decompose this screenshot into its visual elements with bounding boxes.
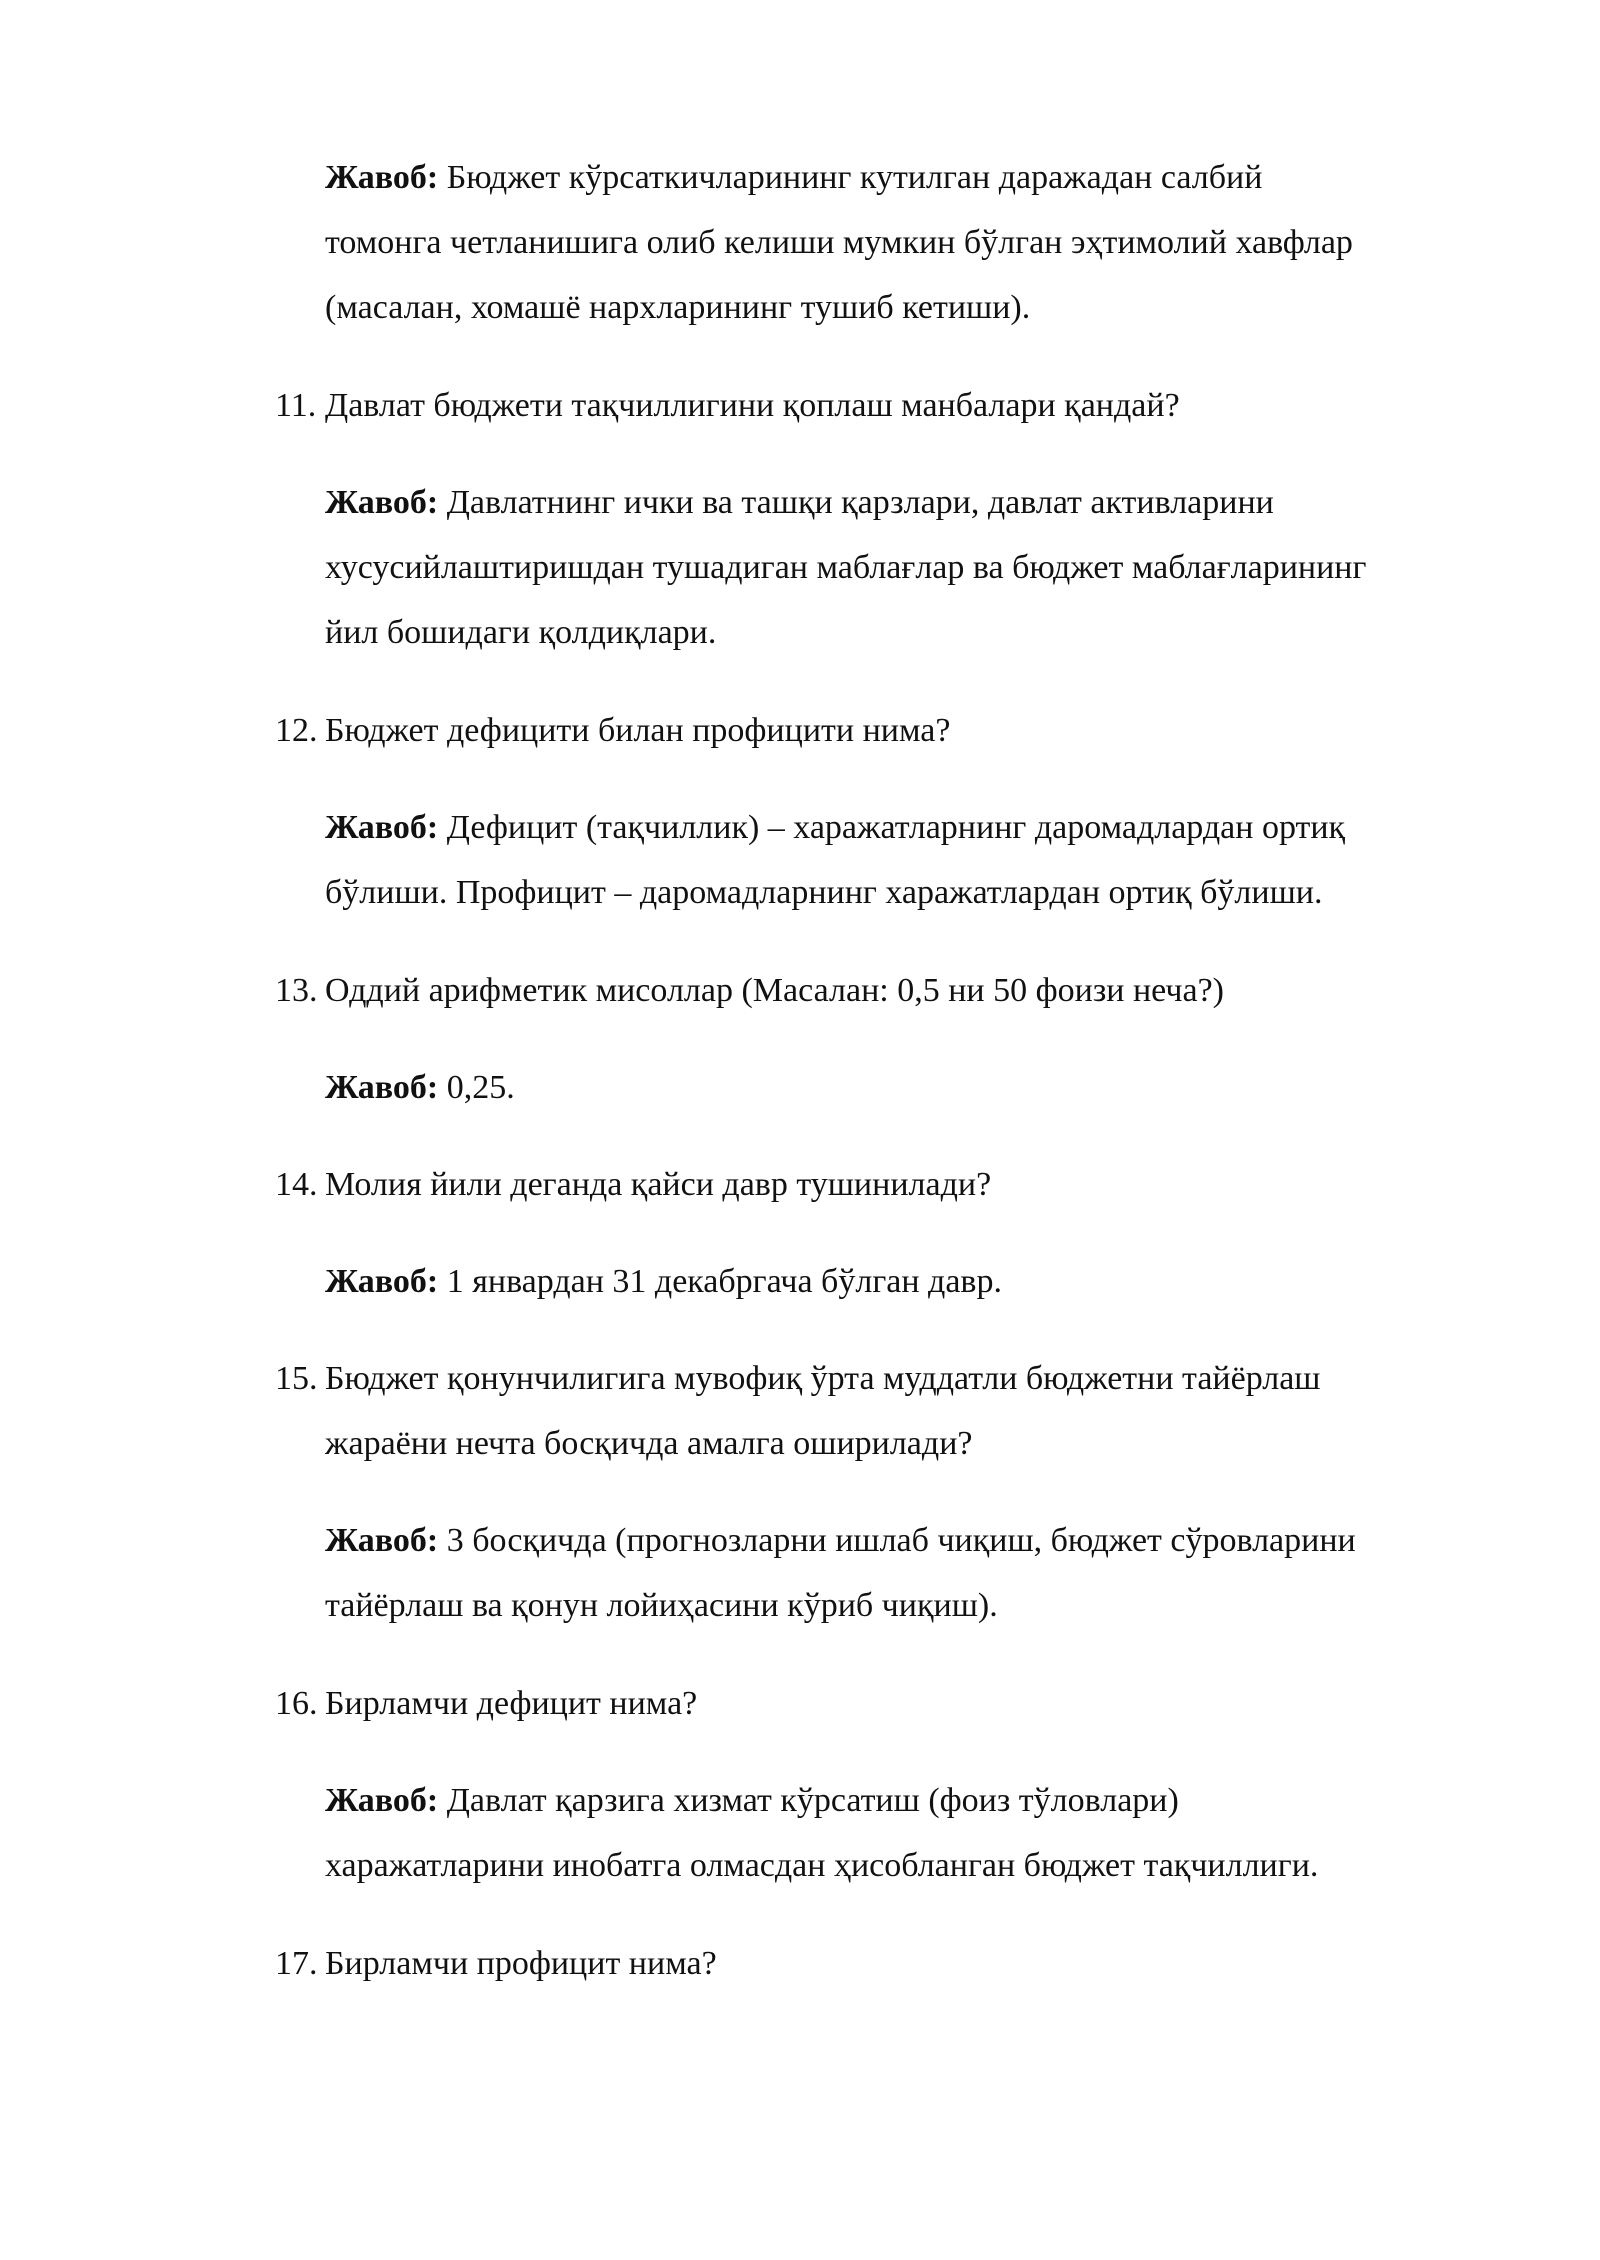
- answer-line: [325, 1055, 1525, 1120]
- answer-12: [325, 795, 1525, 925]
- answer-15: [325, 1508, 1525, 1638]
- answer-line: тайёрлаш ва қонун лойиҳасини кўриб чиқиш).: [325, 1587, 998, 1624]
- answer-line: [325, 1768, 1525, 1833]
- question-16: [275, 1671, 1525, 1736]
- question-text: Бюджет қонунчилигига мувофиқ ўрта муддатли бюджетни тайёрлаш: [325, 1360, 1321, 1397]
- answer-16: [325, 1768, 1525, 1898]
- question-text: Давлат бюджети тақчиллигини қоплаш манбалари қандай?: [325, 387, 1180, 424]
- answer-label: Жавоб:: [325, 809, 439, 846]
- answer-line: [325, 1249, 1525, 1314]
- answer-text: 1 январдан 31 декабргача бўлган давр.: [446, 1263, 1002, 1300]
- question-14: [275, 1152, 1525, 1217]
- question-11: [275, 373, 1525, 438]
- question-13: [275, 958, 1525, 1023]
- answer-line: йил бошидаги қолдиқлари.: [325, 614, 717, 651]
- answer-label: Жавоб:: [325, 484, 439, 521]
- answer-13: [325, 1055, 1525, 1120]
- answer-label: Жавоб:: [325, 1263, 439, 1300]
- answer-11: [325, 470, 1525, 665]
- answer-line: хусусийлаштиришдан тушадиган маблағлар ва бюджет маблағларининг: [325, 549, 1367, 586]
- question-15: [275, 1346, 1525, 1476]
- question-text: Бирламчи профицит нима?: [325, 1945, 717, 1982]
- question-number: 11.: [275, 387, 317, 424]
- question-number: 13.: [275, 972, 318, 1009]
- answer-line: [325, 145, 1525, 210]
- answer-label: Жавоб:: [325, 159, 439, 196]
- question-text: Оддий арифметик мисоллар (Масалан: 0,5 ни 50 фоизи неча?): [325, 972, 1224, 1009]
- question-text: жараёни нечта босқичда амалга оширилади?: [325, 1425, 973, 1462]
- question-text: Бюджет дефицити билан профицити нима?: [325, 712, 951, 749]
- question-17: [275, 1931, 1525, 1996]
- answer-text: 3 босқичда (прогнозларни ишлаб чиқиш, бюджет сўровларини: [446, 1522, 1356, 1559]
- question-text: Молия йили деганда қайси давр тушинилади?: [325, 1166, 992, 1203]
- question-number: 14.: [275, 1166, 318, 1203]
- question-number: 15.: [275, 1360, 318, 1397]
- question-number: 16.: [275, 1685, 318, 1722]
- answer-text: Давлатнинг ички ва ташқи қарзлари, давлат активларини: [446, 484, 1274, 521]
- answer-14: [325, 1249, 1525, 1314]
- answer-line: [325, 1508, 1525, 1573]
- question-number: 17.: [275, 1945, 318, 1982]
- answer-line: бўлиши. Профицит – даромадларнинг харажатлардан ортиқ бўлиши.: [325, 874, 1323, 911]
- answer-10: [325, 145, 1525, 340]
- answer-text: Дефицит (тақчиллик) – харажатларнинг даромадлардан ортиқ: [446, 809, 1346, 846]
- answer-label: Жавоб:: [325, 1522, 439, 1559]
- answer-text: 0,25.: [446, 1069, 515, 1106]
- answer-line: томонга четланишига олиб келиши мумкин бўлган эҳтимолий хавфлар: [325, 224, 1353, 261]
- answer-line: (масалан, хомашё нархларининг тушиб кетиши).: [325, 289, 1031, 326]
- question-number: 12.: [275, 712, 318, 749]
- answer-text: Бюджет кўрсаткичларининг кутилган даражадан салбий: [446, 159, 1263, 196]
- answer-text: Давлат қарзига хизмат кўрсатиш (фоиз тўловлари): [446, 1782, 1179, 1819]
- answer-line: [325, 795, 1525, 860]
- question-text: Бирламчи дефицит нима?: [325, 1685, 698, 1722]
- answer-label: Жавоб:: [325, 1782, 439, 1819]
- answer-label: Жавоб:: [325, 1069, 439, 1106]
- answer-line: харажатларини инобатга олмасдан ҳисобланган бюджет тақчиллиги.: [325, 1847, 1319, 1884]
- answer-line: [325, 470, 1525, 535]
- question-12: [275, 698, 1525, 763]
